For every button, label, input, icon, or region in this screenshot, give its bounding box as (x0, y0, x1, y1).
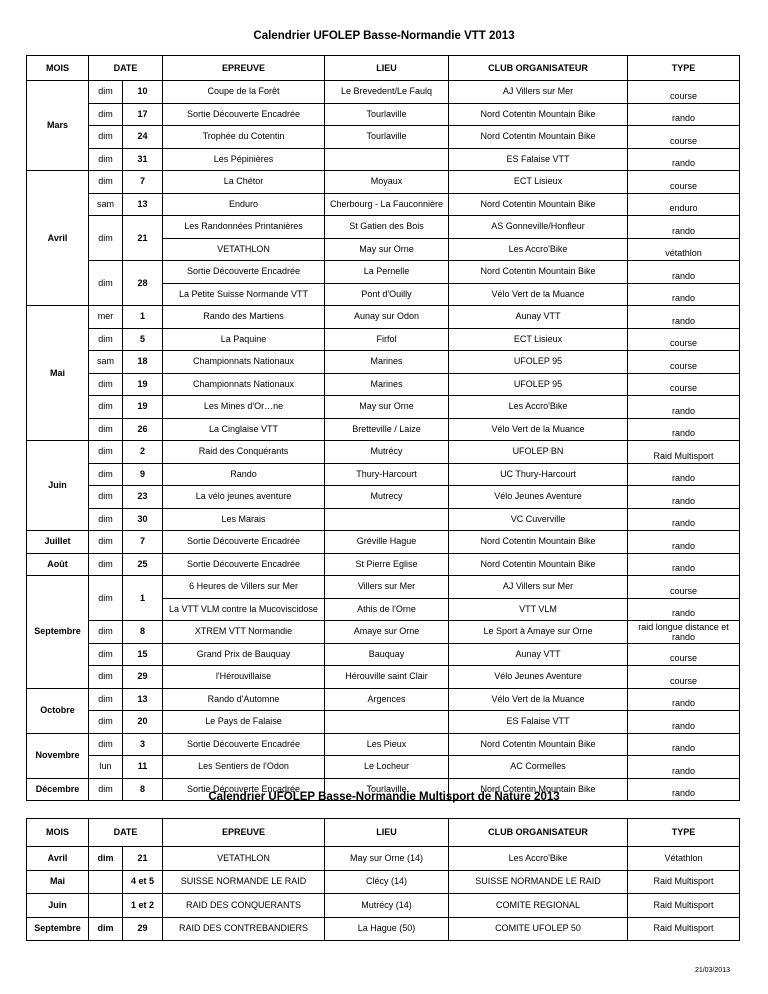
date-cell: 4 et 5 (123, 870, 163, 894)
date-cell: 13 (123, 193, 163, 216)
epreuve-cell: Rando des Martiens (163, 306, 325, 329)
table-row (27, 756, 740, 779)
month-cell: Mars (27, 81, 89, 171)
day-cell: lun (89, 756, 123, 779)
day-cell: dim (89, 171, 123, 194)
lieu-cell: May sur Orne (325, 396, 449, 419)
lieu-cell: Villers sur Mer (325, 576, 449, 599)
type-cell: course (628, 643, 740, 666)
day-cell: dim (89, 553, 123, 576)
epreuve-cell: RAID DES CONTREBANDIERS (163, 917, 325, 941)
multisport-calendar-table (26, 818, 740, 941)
club-cell: COMITE UFOLEP 50 (449, 917, 628, 941)
epreuve-cell: La vélo jeunes aventure (163, 486, 325, 509)
club-cell: Nord Cotentin Mountain Bike (449, 193, 628, 216)
day-cell: dim (89, 418, 123, 441)
club-cell: Nord Cotentin Mountain Bike (449, 733, 628, 756)
table-row (27, 418, 740, 441)
day-cell: dim (89, 261, 123, 306)
date-cell: 19 (123, 373, 163, 396)
month-cell: Août (27, 553, 89, 576)
type-cell: course (628, 373, 740, 396)
club-cell: UFOLEP BN (449, 441, 628, 464)
table-row (27, 894, 740, 918)
month-cell: Septembre (27, 917, 89, 941)
table-row (27, 621, 740, 644)
lieu-cell: Clécy (14) (325, 870, 449, 894)
club-cell: COMITE REGIONAL (449, 894, 628, 918)
type-cell: vétathlon (628, 238, 740, 261)
club-cell: Vélo Vert de la Muance (449, 418, 628, 441)
epreuve-cell: Championnats Nationaux (163, 373, 325, 396)
club-cell: Le Sport à Amaye sur Orne (449, 621, 628, 644)
table-row (27, 351, 740, 374)
epreuve-cell: SUISSE NORMANDE LE RAID (163, 870, 325, 894)
club-cell: AJ Villers sur Mer (449, 576, 628, 599)
table-row (27, 553, 740, 576)
month-cell: Juillet (27, 531, 89, 554)
lieu-cell: Marines (325, 351, 449, 374)
day-cell: sam (89, 193, 123, 216)
table-row (27, 733, 740, 756)
epreuve-cell: Championnats Nationaux (163, 351, 325, 374)
club-cell: AC Cormelles (449, 756, 628, 779)
epreuve-cell: Trophée du Cotentin (163, 126, 325, 149)
epreuve-cell: Les Randonnées Printanières (163, 216, 325, 239)
epreuve-cell: Sortie Découverte Encadrée (163, 778, 325, 801)
table-row (27, 917, 740, 941)
header-lieu: LIEU (325, 819, 449, 847)
club-cell: ES Falaise VTT (449, 711, 628, 734)
date-cell: 8 (123, 621, 163, 644)
type-cell: rando (628, 463, 740, 486)
type-cell: rando (628, 598, 740, 621)
club-cell: Les Accro'Bike (449, 847, 628, 871)
club-cell: Les Accro'Bike (449, 238, 628, 261)
lieu-cell: Le Brevedent/Le Faulq (325, 81, 449, 104)
date-cell: 1 et 2 (123, 894, 163, 918)
table-row (27, 870, 740, 894)
title-vtt: Calendrier UFOLEP Basse-Normandie VTT 2013 (253, 30, 515, 42)
type-cell: rando (628, 778, 740, 801)
club-cell: Nord Cotentin Mountain Bike (449, 261, 628, 284)
date-cell: 21 (123, 847, 163, 871)
club-cell: SUISSE NORMANDE LE RAID (449, 870, 628, 894)
epreuve-cell: Sortie Découverte Encadrée (163, 531, 325, 554)
type-cell: enduro (628, 193, 740, 216)
club-cell: Nord Cotentin Mountain Bike (449, 531, 628, 554)
day-cell: mer (89, 306, 123, 329)
table-row (27, 193, 740, 216)
type-cell: rando (628, 553, 740, 576)
date-cell: 3 (123, 733, 163, 756)
date-cell: 28 (123, 261, 163, 306)
type-cell: Raid Multisport (628, 894, 740, 918)
date-cell: 23 (123, 486, 163, 509)
epreuve-cell: La VTT VLM contre la Mucoviscidose (163, 598, 325, 621)
date-cell: 2 (123, 441, 163, 464)
epreuve-cell: La Cinglaise VTT (163, 418, 325, 441)
table-row (27, 171, 740, 194)
header-mois: MOIS (27, 819, 89, 847)
lieu-cell: Amaye sur Orne (325, 621, 449, 644)
table-row (27, 463, 740, 486)
day-cell: dim (89, 778, 123, 801)
date-cell: 19 (123, 396, 163, 419)
lieu-cell (325, 711, 449, 734)
epreuve-cell: Enduro (163, 193, 325, 216)
epreuve-cell: La Paquine (163, 328, 325, 351)
club-cell: Vélo Vert de la Muance (449, 688, 628, 711)
epreuve-cell: Rando d'Automne (163, 688, 325, 711)
type-cell: rando (628, 486, 740, 509)
month-cell: Avril (27, 847, 89, 871)
type-cell: rando (628, 531, 740, 554)
date-cell: 11 (123, 756, 163, 779)
club-cell: UFOLEP 95 (449, 373, 628, 396)
club-cell: AJ Villers sur Mer (449, 81, 628, 104)
club-cell: Nord Cotentin Mountain Bike (449, 103, 628, 126)
type-cell: rando (628, 756, 740, 779)
day-cell: dim (89, 576, 123, 621)
epreuve-cell: 6 Heures de Villers sur Mer (163, 576, 325, 599)
lieu-cell (325, 148, 449, 171)
table-row (27, 126, 740, 149)
day-cell: dim (89, 847, 123, 871)
table-row (27, 81, 740, 104)
epreuve-cell: Sortie Découverte Encadrée (163, 103, 325, 126)
day-cell: dim (89, 711, 123, 734)
type-cell: rando (628, 508, 740, 531)
lieu-cell: St Pierre Eglise (325, 553, 449, 576)
date-cell: 29 (123, 917, 163, 941)
month-cell: Septembre (27, 576, 89, 689)
lieu-cell: Cherbourg - La Fauconnière (325, 193, 449, 216)
date-cell: 13 (123, 688, 163, 711)
club-cell: UFOLEP 95 (449, 351, 628, 374)
lieu-cell: Le Locheur (325, 756, 449, 779)
date-cell: 21 (123, 216, 163, 261)
type-cell: course (628, 81, 740, 104)
epreuve-cell: RAID DES CONQUERANTS (163, 894, 325, 918)
date-cell: 26 (123, 418, 163, 441)
header-lieu: LIEU (325, 56, 449, 81)
epreuve-cell: Les Pépinières (163, 148, 325, 171)
date-cell: 31 (123, 148, 163, 171)
month-cell: Juin (27, 894, 89, 918)
lieu-cell: Firfol (325, 328, 449, 351)
date-cell: 7 (123, 531, 163, 554)
day-cell: dim (89, 216, 123, 261)
table-row (27, 666, 740, 689)
header-date: DATE (89, 56, 163, 81)
day-cell: dim (89, 531, 123, 554)
header-date: DATE (89, 819, 163, 847)
header-epreuve: EPREUVE (163, 56, 325, 81)
club-cell: UC Thury-Harcourt (449, 463, 628, 486)
day-cell: dim (89, 666, 123, 689)
type-cell: rando (628, 733, 740, 756)
date-cell: 1 (123, 576, 163, 621)
day-cell: dim (89, 733, 123, 756)
table-row (27, 576, 740, 599)
table-row (27, 508, 740, 531)
date-cell: 17 (123, 103, 163, 126)
lieu-cell: Tourlaville (325, 126, 449, 149)
type-cell: Raid Multisport (628, 441, 740, 464)
epreuve-cell: La Chétor (163, 171, 325, 194)
date-cell: 9 (123, 463, 163, 486)
club-cell: Nord Cotentin Mountain Bike (449, 126, 628, 149)
month-cell: Avril (27, 171, 89, 306)
epreuve-cell: XTREM VTT Normandie (163, 621, 325, 644)
club-cell: Nord Cotentin Mountain Bike (449, 553, 628, 576)
header-epreuve: EPREUVE (163, 819, 325, 847)
club-cell: VC Cuverville (449, 508, 628, 531)
lieu-cell: Gréville Hague (325, 531, 449, 554)
club-cell: ES Falaise VTT (449, 148, 628, 171)
type-cell: rando (628, 216, 740, 239)
day-cell: dim (89, 621, 123, 644)
club-cell: Aunay VTT (449, 306, 628, 329)
type-cell: course (628, 328, 740, 351)
day-cell: dim (89, 917, 123, 941)
table-row (27, 688, 740, 711)
lieu-cell: Pont d'Ouilly (325, 283, 449, 306)
table-row (27, 847, 740, 871)
date-cell: 5 (123, 328, 163, 351)
epreuve-cell: VETATHLON (163, 238, 325, 261)
epreuve-cell: Grand Prix de Bauquay (163, 643, 325, 666)
type-cell: course (628, 126, 740, 149)
day-cell (89, 894, 123, 918)
lieu-cell: Bretteville / Laize (325, 418, 449, 441)
month-cell: Mai (27, 306, 89, 441)
day-cell: dim (89, 508, 123, 531)
club-cell: Vélo Vert de la Muance (449, 283, 628, 306)
club-cell: Nord Cotentin Mountain Bike (449, 778, 628, 801)
lieu-cell: La Pernelle (325, 261, 449, 284)
table-row (27, 441, 740, 464)
lieu-cell: Bauquay (325, 643, 449, 666)
print-date: 21/03/2013 (694, 967, 730, 974)
date-cell: 8 (123, 778, 163, 801)
epreuve-cell: Coupe de la Forêt (163, 81, 325, 104)
header-row (27, 56, 740, 81)
type-cell: rando (628, 396, 740, 419)
day-cell: dim (89, 81, 123, 104)
date-cell: 29 (123, 666, 163, 689)
table-row (27, 643, 740, 666)
epreuve-cell: Sortie Découverte Encadrée (163, 261, 325, 284)
date-cell: 20 (123, 711, 163, 734)
club-cell: ECT Lisieux (449, 328, 628, 351)
lieu-cell: May sur Orne (14) (325, 847, 449, 871)
type-cell: rando (628, 306, 740, 329)
lieu-cell: Aunay sur Odon (325, 306, 449, 329)
table-row (27, 148, 740, 171)
date-cell: 15 (123, 643, 163, 666)
lieu-cell: Tourlaville (325, 778, 449, 801)
header-club: CLUB ORGANISATEUR (449, 56, 628, 81)
type-cell: rando (628, 148, 740, 171)
vtt-calendar-table (26, 55, 740, 801)
date-cell: 1 (123, 306, 163, 329)
type-cell: rando (628, 688, 740, 711)
type-cell: rando (628, 261, 740, 284)
day-cell: dim (89, 126, 123, 149)
club-cell: VTT VLM (449, 598, 628, 621)
table-row (27, 306, 740, 329)
club-cell: AS Gonneville/Honfleur (449, 216, 628, 239)
type-cell: course (628, 576, 740, 599)
type-cell: Vétathlon (628, 847, 740, 871)
header-type: TYPE (628, 56, 740, 81)
type-cell: rando (628, 711, 740, 734)
lieu-cell: Hérouville saint Clair (325, 666, 449, 689)
day-cell: sam (89, 351, 123, 374)
day-cell: dim (89, 148, 123, 171)
epreuve-cell: Le Pays de Falaise (163, 711, 325, 734)
lieu-cell: Mutrécy (14) (325, 894, 449, 918)
epreuve-cell: Les Marais (163, 508, 325, 531)
epreuve-cell: Rando (163, 463, 325, 486)
club-cell: ECT Lisieux (449, 171, 628, 194)
header-club: CLUB ORGANISATEUR (449, 819, 628, 847)
day-cell: dim (89, 103, 123, 126)
table-row (27, 531, 740, 554)
lieu-cell: La Hague (50) (325, 917, 449, 941)
date-cell: 18 (123, 351, 163, 374)
epreuve-cell: Raid des Conquérants (163, 441, 325, 464)
day-cell (89, 870, 123, 894)
date-cell: 7 (123, 171, 163, 194)
date-cell: 25 (123, 553, 163, 576)
table-row (27, 396, 740, 419)
type-cell: Raid Multisport (628, 917, 740, 941)
table-row (27, 261, 740, 284)
header-mois: MOIS (27, 56, 89, 81)
type-cell: raid longue distance et rando (628, 621, 740, 644)
lieu-cell: Argences (325, 688, 449, 711)
day-cell: dim (89, 328, 123, 351)
epreuve-cell: Sortie Découverte Encadrée (163, 553, 325, 576)
month-cell: Juin (27, 441, 89, 531)
day-cell: dim (89, 688, 123, 711)
lieu-cell: Mutrécy (325, 441, 449, 464)
table-row (27, 486, 740, 509)
lieu-cell: Mutrecy (325, 486, 449, 509)
type-cell: Raid Multisport (628, 870, 740, 894)
day-cell: dim (89, 396, 123, 419)
epreuve-cell: VETATHLON (163, 847, 325, 871)
header-row (27, 819, 740, 847)
epreuve-cell: l'Hérouvillaise (163, 666, 325, 689)
club-cell: Vélo Jeunes Aventure (449, 486, 628, 509)
type-cell: course (628, 351, 740, 374)
title-multisport: Calendrier UFOLEP Basse-Normandie Multisport de Nature 2013 (208, 791, 560, 803)
lieu-cell: Athis de l'Orne (325, 598, 449, 621)
table-row (27, 711, 740, 734)
lieu-cell: Marines (325, 373, 449, 396)
day-cell: dim (89, 486, 123, 509)
lieu-cell: Moyaux (325, 171, 449, 194)
type-cell: rando (628, 103, 740, 126)
table-row (27, 103, 740, 126)
epreuve-cell: La Petite Suisse Normande VTT (163, 283, 325, 306)
lieu-cell: Thury-Harcourt (325, 463, 449, 486)
month-cell: Octobre (27, 688, 89, 733)
day-cell: dim (89, 373, 123, 396)
table-row (27, 373, 740, 396)
type-cell: course (628, 666, 740, 689)
lieu-cell: Tourlaville (325, 103, 449, 126)
date-cell: 30 (123, 508, 163, 531)
club-cell: Les Accro'Bike (449, 396, 628, 419)
type-cell: course (628, 171, 740, 194)
type-cell: rando (628, 283, 740, 306)
lieu-cell: May sur Orne (325, 238, 449, 261)
lieu-cell (325, 508, 449, 531)
header-type: TYPE (628, 819, 740, 847)
date-cell: 24 (123, 126, 163, 149)
day-cell: dim (89, 643, 123, 666)
table-row (27, 216, 740, 239)
type-cell: rando (628, 418, 740, 441)
epreuve-cell: Les Mines d'Or…ne (163, 396, 325, 419)
table-row (27, 328, 740, 351)
lieu-cell: Les Pieux (325, 733, 449, 756)
month-cell: Novembre (27, 733, 89, 778)
lieu-cell: St Gatien des Bois (325, 216, 449, 239)
month-cell: Mai (27, 870, 89, 894)
epreuve-cell: Sortie Découverte Encadrée (163, 733, 325, 756)
epreuve-cell: Les Sentiers de l'Odon (163, 756, 325, 779)
month-cell: Décembre (27, 778, 89, 801)
date-cell: 10 (123, 81, 163, 104)
day-cell: dim (89, 441, 123, 464)
day-cell: dim (89, 463, 123, 486)
club-cell: Vélo Jeunes Aventure (449, 666, 628, 689)
club-cell: Aunay VTT (449, 643, 628, 666)
